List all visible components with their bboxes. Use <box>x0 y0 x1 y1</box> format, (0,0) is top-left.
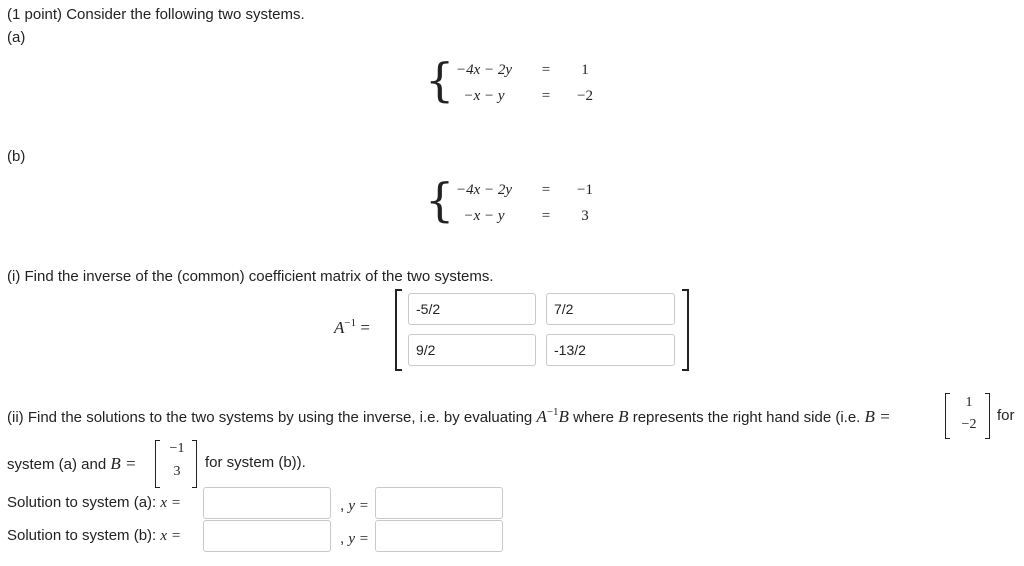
solution-a-y-field[interactable] <box>375 487 503 519</box>
vector-b-bottom: 3 <box>173 464 181 479</box>
vector-a-top: 1 <box>965 395 973 410</box>
part-a-label: (a) <box>7 29 26 46</box>
system-a-row1-rhs: 1 <box>581 62 589 78</box>
solution-b-x-label: x = <box>160 528 181 544</box>
vector-b-left-bracket <box>155 440 160 488</box>
part-b-label: (b) <box>7 148 26 165</box>
solution-a-label: Solution to system (a): <box>7 494 157 511</box>
system-b-row1-eq: = <box>541 182 551 198</box>
solution-a-x-field[interactable] <box>203 487 331 519</box>
inverse-a22-field[interactable]: -13/2 <box>546 334 675 366</box>
inverse-a12-field[interactable]: 7/2 <box>546 293 675 325</box>
solution-b-x-field[interactable] <box>203 520 331 552</box>
solution-a-y-label: , y = <box>340 497 369 514</box>
inverse-a21-field[interactable]: 9/2 <box>408 334 536 366</box>
system-a-row2-rhs: −2 <box>577 88 593 104</box>
vector-a-left-bracket <box>945 393 950 439</box>
vector-b-right-bracket <box>192 440 197 488</box>
question-ii-line2-start: system (a) and B = <box>7 454 137 473</box>
question-i: (i) Find the inverse of the (common) coefficient matrix of the two systems. <box>7 268 494 285</box>
vector-a-right-bracket <box>985 393 990 439</box>
problem-intro: (1 point) Consider the following two systems. <box>7 6 305 23</box>
system-a-row1-eq: = <box>541 62 551 78</box>
matrix-left-bracket <box>395 289 402 371</box>
solution-a-x-label: x = <box>160 495 181 511</box>
system-a <box>425 53 605 110</box>
system-b-row1-rhs: −1 <box>577 182 593 198</box>
system-b-row2-rhs: 3 <box>581 208 589 224</box>
question-ii-for: for <box>997 407 1015 424</box>
vector-b-top: −1 <box>169 441 185 456</box>
system-b-row1-lhs: −4x − 2y <box>455 182 513 198</box>
system-a-row1-lhs: −4x − 2y <box>455 62 513 78</box>
solution-b-y-label: , y = <box>340 530 369 547</box>
system-b-row2-lhs: −x − y <box>463 208 505 224</box>
question-ii-line2-end: for system (b)). <box>205 454 306 471</box>
system-a-row2-lhs: −x − y <box>463 88 505 104</box>
solution-b-row <box>7 527 181 545</box>
left-brace-icon: { <box>425 173 455 227</box>
system-b-row2-eq: = <box>541 208 551 224</box>
question-ii-line1: (ii) Find the solutions to the two systems by using the inverse, i.e. by evaluating $A^{-1}B$ where B represents the right hand side (i.e. B = <box>7 406 891 426</box>
solution-b-label: Solution to system (b): <box>7 527 157 544</box>
system-a-row2-eq: = <box>541 88 551 104</box>
vector-a-bottom: −2 <box>961 417 977 432</box>
matrix-right-bracket <box>682 289 689 371</box>
inverse-a11-field[interactable]: -5/2 <box>408 293 536 325</box>
system-b <box>425 173 605 230</box>
inverse-label: $A^{-1}$ = <box>334 317 370 337</box>
solution-b-y-field[interactable] <box>375 520 503 552</box>
left-brace-icon: { <box>425 53 455 107</box>
solution-a-row <box>7 494 181 512</box>
